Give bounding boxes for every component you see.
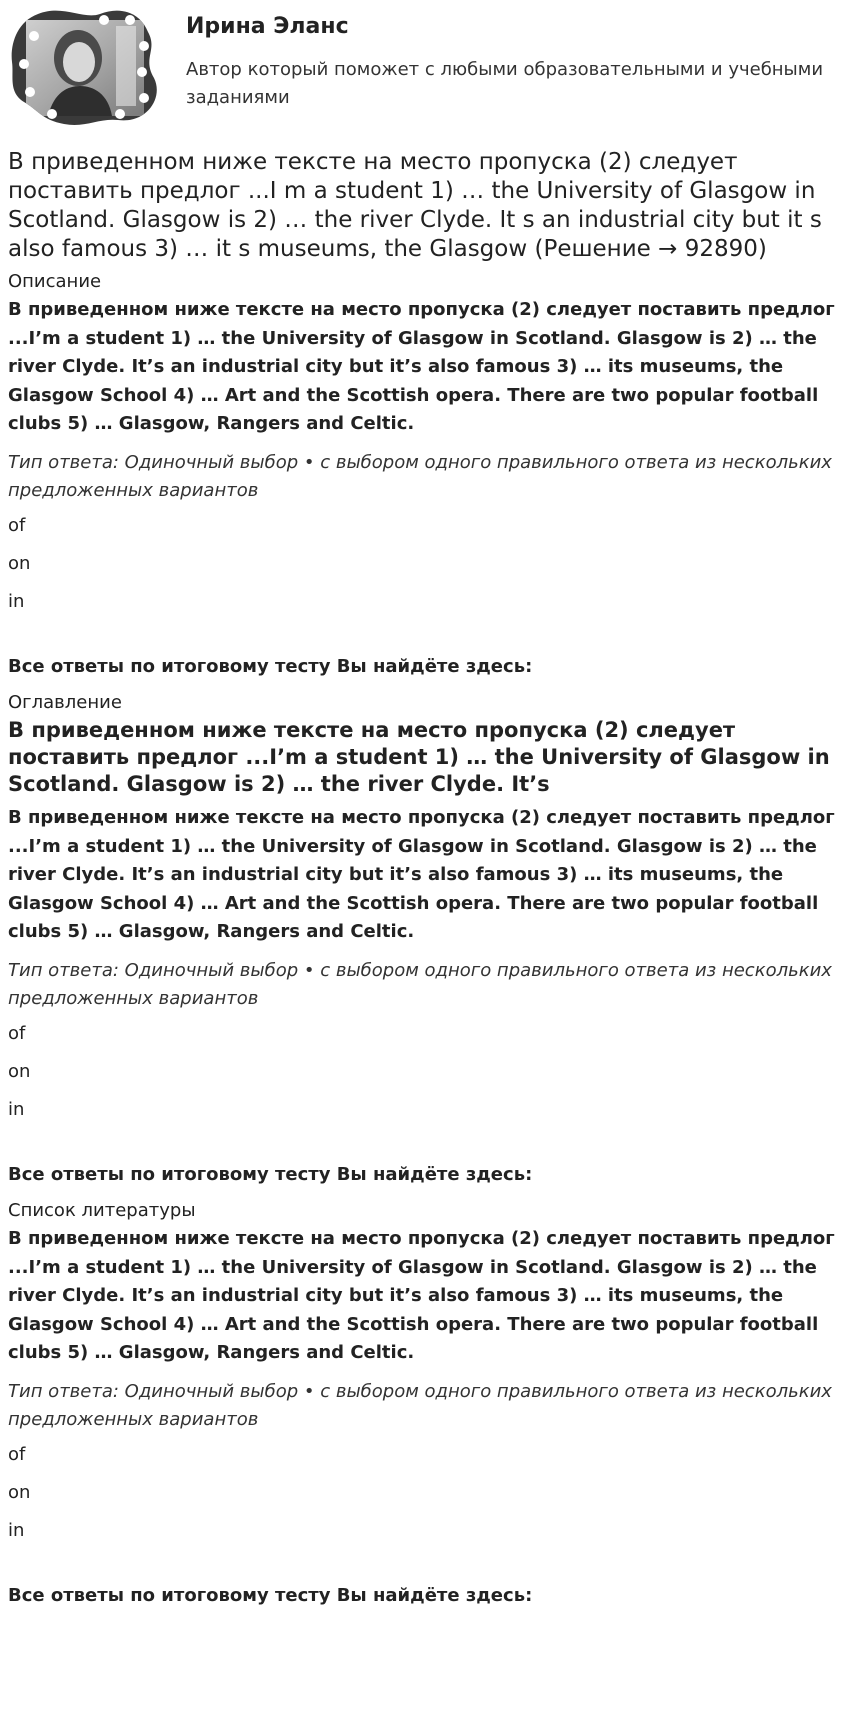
section-bibliography xyxy=(8,1199,844,1608)
answer-option[interactable]: in xyxy=(8,1098,25,1120)
answer-option[interactable]: on xyxy=(8,552,31,574)
answer-option[interactable]: in xyxy=(8,1519,25,1541)
answer-type: Тип ответа: Одиночный выбор • с выбором одного правильного ответа из нескольких предложенных вариантов xyxy=(8,451,832,501)
author-name[interactable]: Ирина Эланс xyxy=(186,14,349,39)
author-header xyxy=(8,6,828,128)
answers-link[interactable]: Все ответы по итоговому тесту Вы найдёте здесь: xyxy=(8,655,533,677)
answer-option[interactable]: of xyxy=(8,1022,26,1044)
answers-link[interactable]: Все ответы по итоговому тесту Вы найдёте здесь: xyxy=(8,1584,533,1606)
main-content xyxy=(8,148,844,1608)
section-label: Оглавление xyxy=(8,691,122,713)
answer-options xyxy=(8,1021,844,1123)
section-heading: В приведенном ниже тексте на место пропуска (2) следует поставить предлог ...I’m a student 1) … the University of Glasgow in Scotland. Glasgow is 2) … the river Clyde. It’s xyxy=(8,717,830,796)
author-avatar[interactable] xyxy=(8,6,160,128)
question-text: В приведенном ниже тексте на место пропуска (2) следует поставить предлог ...I’m a student 1) … the University of Glasgow in Scotland. Glasgow is 2) … the river Clyde. It’s an industrial city but it’s also famous 3) … its museums, the Glasgow School 4) … Art and the Scottish opera. There are two popular football clubs 5) … Glasgow, Rangers and Celtic. xyxy=(8,1227,835,1364)
author-description: Автор который поможет с любыми образовательными и учебными заданиями xyxy=(186,59,824,108)
answer-option[interactable]: on xyxy=(8,1060,31,1082)
answers-link[interactable]: Все ответы по итоговому тесту Вы найдёте здесь: xyxy=(8,1163,533,1185)
answer-option[interactable]: on xyxy=(8,1481,31,1503)
question-text: В приведенном ниже тексте на место пропуска (2) следует поставить предлог ...I’m a student 1) … the University of Glasgow in Scotland. Glasgow is 2) … the river Clyde. It’s an industrial city but it’s also famous 3) … its museums, the Glasgow School 4) … Art and the Scottish opera. There are two popular football clubs 5) … Glasgow, Rangers and Celtic. xyxy=(8,299,835,435)
section-label: Описание xyxy=(8,271,102,292)
answer-options xyxy=(8,513,844,615)
section-description xyxy=(8,270,844,679)
answer-option[interactable]: of xyxy=(8,1443,26,1465)
answer-type: Тип ответа: Одиночный выбор • с выбором одного правильного ответа из нескольких предложенных вариантов xyxy=(8,1380,832,1430)
question-text: В приведенном ниже тексте на место пропуска (2) следует поставить предлог ...I’m a student 1) … the University of Glasgow in Scotland. Glasgow is 2) … the river Clyde. It’s an industrial city but it’s also famous 3) … its museums, the Glasgow School 4) … Art and the Scottish opera. There are two popular football clubs 5) … Glasgow, Rangers and Celtic. xyxy=(8,806,835,943)
answer-option[interactable]: of xyxy=(8,514,26,536)
answer-type: Тип ответа: Одиночный выбор • с выбором одного правильного ответа из нескольких предложенных вариантов xyxy=(8,959,832,1009)
section-contents xyxy=(8,691,844,1187)
answer-options xyxy=(8,1442,844,1544)
section-label: Список литературы xyxy=(8,1199,196,1221)
page-title: В приведенном ниже тексте на место пропуска (2) следует поставить предлог ...I m a student 1) … the University of Glasgow in Scotland. Glasgow is 2) … the river Clyde. It s an industrial city but it s also famous 3) … it s museums, the Glasgow (Решение → 92890) xyxy=(8,149,822,262)
answer-option[interactable]: in xyxy=(8,590,25,612)
